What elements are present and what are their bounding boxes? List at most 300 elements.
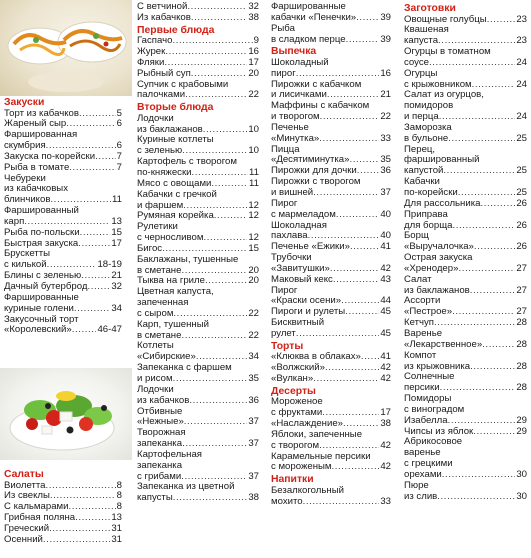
toc-dot-leader [333,275,379,286]
toc-page-number: 33 [380,132,391,144]
toc-entry-title: «Пестрое» [404,306,453,318]
toc-page-number: 17 [248,56,259,68]
toc-dot-leader [95,152,116,163]
vtorye-list [137,114,259,504]
toc-entry-title: с грибами [137,470,182,482]
toc-page-number: 28 [516,317,527,329]
toc-page-number: 38 [248,492,259,504]
toc-page-number: 28 [516,360,527,372]
toc-dot-leader [336,210,380,221]
toc-entry-title: запеченная [137,297,189,309]
toc-entry-title: запеканка [137,459,183,471]
toc-dot-leader [303,497,380,508]
toc-page-number: 34 [248,351,259,363]
toc-page-number: 29 [516,414,527,426]
toc-page-number: 7 [116,161,122,173]
section-heading-napitki: Напитки [271,474,314,486]
toc-page-number: 22 [248,307,259,319]
pervye-list [137,36,259,101]
toc-dot-leader [296,329,380,340]
toc-dot-leader [325,363,379,374]
salad-bowl-illustration [0,368,132,460]
toc-entry-title: фаршированный [404,154,480,166]
toc-dot-leader [437,492,515,503]
toc-page-number: 45 [380,306,391,318]
toc-page-number: 36 [380,165,391,177]
toc-entry-title: палочками [137,89,186,101]
toc-entry-title: Безалкогольный [271,484,344,496]
column-1-salads [4,468,122,546]
toc-dot-leader [72,325,97,336]
toc-page-number: 17 [111,237,122,249]
salaty-continued-list [137,2,259,24]
toc-page-number: 8 [116,490,122,502]
toc-page-number: 40 [380,230,391,242]
toc-entry-title: в бульоне [404,132,449,144]
toc-entry-title: блинчиков [4,194,51,206]
toc-entry [404,351,527,362]
section-heading-salaty: Салаты [4,469,44,480]
vtorye-continued-list [271,2,391,45]
toc-dot-leader [470,362,515,373]
toc-entry-title: Помидоры [404,393,452,405]
toc-entry [137,90,259,101]
toc-entry-title: Кабачки [404,176,440,188]
toc-dot-leader [69,163,115,174]
toc-entry-title: помидоров [404,100,454,112]
toc-page-number: 35 [248,373,259,384]
toc-page-number: 13 [111,512,122,524]
toc-entry-title: Салат из огурцов, [404,89,484,101]
toc-dot-leader [46,481,116,492]
toc-entry-title: Блины с зеленью [4,270,82,282]
toc-dot-leader [452,307,515,318]
toc-entry-title: Печенье [271,121,309,133]
toc-entry-title: Мясо с овощами [137,177,212,189]
toc-page-number: 35 [380,154,391,166]
toc-entry-title: Рулетики [137,221,178,233]
toc-page-number: 26 [516,197,527,209]
toc-entry-title: Тыква на гриле [137,275,205,287]
toc-entry-title: варенье [404,447,441,459]
toc-dot-leader [49,524,110,535]
toc-page-number: 20 [248,67,259,79]
toc-entry-title: Пироги и рулеты [271,306,346,318]
torty-list [271,352,391,385]
toc-entry-title: Жареный сыр [4,118,67,130]
toc-entry [404,210,527,221]
toc-page-number: 34 [111,302,122,314]
toc-entry-title: «Завитушки» [271,262,330,274]
toc-page-number: 37 [248,416,259,428]
toc-entry-title: Румяная корейка [137,210,214,222]
toc-dot-leader [356,13,379,24]
toc-page-number: 39 [380,11,391,23]
toc-entry-title: Шоколадный [271,56,329,68]
toc-entry-title: Рыбный суп [137,67,191,79]
toc-entry-title: Журек [137,46,166,58]
toc-page-number: 5 [116,107,122,119]
toc-page-number: 6 [116,118,122,130]
toc-entry-title: Печенье «Ежики» [271,241,350,253]
toc-dot-leader [87,282,110,293]
toc-entry-title: Шоколадная [271,219,327,231]
toc-entry-title: Приправа [404,208,448,220]
toc-entry [137,396,259,407]
section-heading-pervye: Первые блюда [137,24,215,36]
toc-entry-title: «Нежные» [137,416,184,428]
toc-entry-title: из кабачков [137,394,190,406]
toc-page-number: 17 [380,407,391,419]
toc-entry [4,304,122,315]
toc-dot-leader [296,69,380,80]
toc-page-number: 42 [380,362,391,374]
toc-entry-title: Картофельная [137,448,203,460]
toc-dot-leader [173,374,248,385]
toc-dot-leader [434,318,515,329]
toc-entry [271,210,391,221]
toc-entry-title: Греческий [4,522,50,534]
toc-dot-leader [74,304,110,315]
toc-page-number: 15 [248,242,259,254]
toc-entry [271,134,391,145]
toc-entry-title: Мороженое [271,396,323,408]
toc-page-number: 40 [380,208,391,220]
section-heading-vtorye: Вторые блюда [137,102,214,114]
toc-dot-leader [332,462,380,473]
toc-page-number: 18-19 [97,259,122,271]
toc-dot-leader [79,109,116,120]
toc-entry-title: Чипсы из яблок [404,425,474,437]
toc-page-number: 27 [516,284,527,296]
toc-entry-title: Гаспачо [137,35,173,47]
toc-entry-title: Закуска по-корейски [4,150,96,162]
toc-page-number: 38 [248,11,259,23]
toc-entry [271,275,391,286]
toc-entry-title: и рисом [137,373,173,384]
toc-entry-title: Из свеклы [4,490,50,502]
column-3 [271,2,391,507]
toc-entry-title: из слив [404,490,438,502]
toc-entry [137,190,259,201]
toc-entry-title: Карамельные персики [271,450,371,462]
toc-page-number: 37 [248,438,259,450]
toc-entry-title: Рыба в томате [4,161,70,173]
toc-entry-title: Супчик с крабовыми [137,78,229,90]
toc-page-number: 26 [516,219,527,231]
toc-entry-title: Рыба [271,22,295,34]
column-2 [137,2,259,504]
toc-entry-title: Пирожки с кабачком [271,78,362,90]
toc-entry-title: пахлава [271,230,308,242]
toc-dot-leader [75,513,110,524]
toc-dot-leader [480,199,515,210]
toc-dot-leader [203,233,247,244]
toc-entry-title: Маковый кекс [271,273,333,285]
toc-entry-title: «Клюква в облаках» [271,351,361,363]
toc-entry [137,255,259,266]
toc-page-number: 16 [248,46,259,58]
toc-entry-title: Творожная [137,427,186,439]
toc-page-number: 15 [111,226,122,238]
toc-entry-title: запеканка [137,438,183,450]
toc-page-number: 28 [516,338,527,350]
toc-entry-title: Борщ [404,230,429,242]
toc-entry-title: капустой [404,165,444,177]
toc-dot-leader [191,69,248,80]
toc-page-number: 33 [380,495,391,507]
toc-page-number: 6 [116,140,122,152]
toc-entry-title: Фаршированные [271,1,346,12]
toc-dot-leader [452,221,515,232]
toc-entry-title: Лодочки [137,383,174,395]
toc-dot-leader [320,112,380,123]
toc-entry-title: куриные голени [4,302,74,314]
toc-page-number: 42 [380,262,391,274]
toc-dot-leader [429,58,515,69]
toc-entry-title: Овощные голубцы [404,13,487,25]
toc-page-number: 43 [380,273,391,285]
toc-entry-title: Солнечные [404,371,455,383]
toc-entry-title: «Выручалочка» [404,241,474,253]
toc-dot-leader [172,36,252,47]
toc-entry-title: капусты [137,492,173,504]
salaty-list [4,481,122,546]
toc-entry-title: с зеленью [137,145,183,157]
toc-dot-leader [184,417,248,428]
toc-page-number: 38 [380,418,391,430]
toc-page-number: 36 [248,394,259,406]
toc-entry-title: Огурцы [404,67,438,79]
toc-page-number: 25 [516,187,527,198]
toc-entry-title: Варенье [404,327,443,339]
toc-entry-title: «Наслаждение» [271,418,344,430]
toc-entry-title: Огурцы в томатном [404,46,491,58]
toc-page-number: 24 [516,56,527,68]
toc-page-number: 27 [516,262,527,274]
toc-entry-title: в сметане [137,329,182,341]
napitki-list [271,486,391,508]
toc-entry-title: «Волжский» [271,362,325,374]
toc-entry-title: Отбивные [137,405,183,417]
toc-entry-title: соусе [404,56,429,68]
toc-page-number: 24 [516,111,527,123]
toc-dot-leader [474,242,515,253]
toc-page-number: 32 [248,1,259,12]
toc-page-number: 21 [111,270,122,282]
toc-entry-title: Маффины с кабачком [271,100,370,112]
toc-dot-leader [313,188,379,199]
toc-page-number: 45 [380,327,391,339]
toc-entry-title: Закусочный торт [4,313,79,325]
toc-page-number: 32 [111,281,122,292]
toc-entry-title: мохито [271,495,303,507]
toc-entry [271,441,391,452]
toc-dot-leader [341,296,379,307]
toc-entry-title: карп [4,215,25,227]
toc-page-number: 10 [248,123,259,135]
toc-dot-leader [78,239,110,250]
toc-entry-title: с сыром [137,307,174,319]
toc-entry [271,24,391,35]
toc-page-number: 7 [116,150,122,162]
toc-dot-leader [330,264,380,275]
toc-entry-title: Брускетты [4,248,51,260]
toc-page-number: 42 [380,373,391,384]
toc-page-number: 39 [380,33,391,45]
toc-entry-title: Торт из кабачков [4,107,79,119]
toc-entry [271,329,391,340]
toc-entry [404,134,527,145]
toc-entry-title: Осенний [4,533,43,545]
toc-entry-title: «Королевский» [4,324,72,336]
toc-entry-title: скумбрия [4,140,46,152]
toc-page-number: 30 [516,490,527,502]
toc-page-number: 20 [248,275,259,287]
toc-page-number: 37 [248,470,259,482]
toc-page-number: 12 [248,232,259,244]
toc-dot-leader [482,340,515,351]
toc-entry [4,535,122,546]
toc-dot-leader [173,493,248,504]
toc-entry [404,492,527,503]
toc-entry-title: Квашеная [404,24,449,36]
toc-entry [404,416,527,427]
toc-dot-leader [448,134,515,145]
toc-entry-title: Кабачки с гречкой [137,188,217,200]
toc-dot-leader [346,35,380,46]
toc-dot-leader [181,331,247,342]
toc-page-number: 23 [516,35,527,47]
toc-dot-leader [165,47,247,58]
toc-entry-title: с грецкими [404,458,453,470]
toc-entry-title: из крыжовника [404,360,471,372]
toc-page-number: 12 [248,210,259,222]
toc-page-number: 24 [516,78,527,90]
toc-entry-title: Перец, [404,143,436,155]
toc-entry-title: пирог [271,67,296,79]
toc-page-number: 31 [111,533,122,545]
toc-entry-title: Фляки [137,56,165,68]
toc-entry-title: Пирог [271,197,298,209]
toc-entry [271,69,391,80]
toc-entry-title: Пирог [271,284,298,296]
toc-entry [4,228,122,239]
toc-entry [4,325,122,336]
section-heading-deserty: Десерты [271,385,316,397]
toc-entry-title: Баклажаны, тушенные [137,253,239,265]
toc-entry-title: с мармеладом [271,208,336,220]
toc-entry-title: с творогом [271,439,320,451]
toc-entry-title: по-корейски [404,187,458,198]
toc-dot-leader [211,179,248,190]
toc-dot-leader [470,286,516,297]
toc-entry-title: кабачки «Пенечки» [271,11,357,23]
toc-page-number: 41 [380,241,391,253]
toc-dot-leader [350,242,379,253]
toc-entry-title: Чебуреки [4,172,46,184]
toc-entry-title: орехами [404,468,442,480]
toc-dot-leader [191,13,247,24]
toc-entry [137,320,259,331]
section-heading-vypechka: Выпечка [271,46,317,58]
toc-entry-title: с мороженым [271,461,332,473]
toc-page-number: 23 [516,13,527,25]
toc-page-number: 11 [112,194,122,206]
toc-entry-title: Пирожки для дочки [271,165,357,177]
toc-dot-leader [319,134,379,145]
toc-entry-title: и фаршем [137,199,184,211]
section-heading-zakuski: Закуски [4,97,45,108]
toc-dot-leader [185,90,247,101]
toc-page-number: 22 [248,329,259,341]
toc-entry-title: для борща [404,219,453,231]
toc-page-number: 10 [248,145,259,157]
toc-entry-title: «Краски осени» [271,295,342,307]
toc-entry-title: С ветчиной [137,1,188,12]
toc-entry-title: Рыба по-польски [4,226,80,238]
toc-entry-title: Виолетта [4,479,46,491]
toc-page-number: 11 [249,166,259,178]
toc-entry [404,69,527,80]
toc-entry-title: Цветная капуста, [137,286,214,298]
toc-entry-title: Бигос [137,242,163,254]
toc-dot-leader [319,441,379,452]
zakuski-list [4,109,122,337]
toc-page-number: 16 [380,67,391,79]
toc-entry-title: Трубочки [271,252,312,264]
toc-dot-leader [187,2,247,13]
toc-dot-leader [487,15,516,26]
toc-page-number: 30 [516,468,527,480]
toc-entry-title: Фаршированные [4,291,79,303]
toc-entry-title: с килькой [4,259,47,271]
toc-page-number: 41 [380,351,391,363]
toc-entry-title: капуста [404,35,439,47]
toc-entry-title: Куриные котлеты [137,134,214,146]
toc-page-number: 25 [516,165,527,177]
toc-entry-title: Карп, тушенный [137,318,209,330]
toc-page-number: 42 [380,461,391,473]
toc-entry-title: Яблоки, запеченные [271,428,363,440]
toc-entry-title: в сладком перце [271,33,346,45]
toc-entry-title: в сметане [137,264,182,276]
toc-dot-leader [313,374,379,385]
toc-entry-title: Запеканка из цветной [137,481,235,493]
toc-page-number: 37 [380,187,391,198]
toc-entry-title: Абрикосовое [404,436,463,448]
toc-entry-title: из баклажанов [137,123,203,135]
toc-dot-leader [189,396,247,407]
toc-entry-title: «Хренодер» [404,262,459,274]
toc-entry [137,461,259,472]
toc-dot-leader [442,470,516,481]
toc-dot-leader [43,535,110,546]
toc-page-number: 26 [516,241,527,253]
toc-entry-title: с фруктами [271,407,323,419]
toc-page-number: 13 [111,215,122,227]
toc-dot-leader [361,352,379,363]
toc-entry-title: «Десятиминутка» [271,154,350,166]
toc-dot-leader [443,166,515,177]
toc-page-number: 46-47 [97,324,122,336]
toc-page-number: 8 [116,479,122,491]
toc-entry-title: из кабачковых [4,183,68,195]
toc-entry-title: Лодочки [137,112,174,124]
toc-entry-title: Котлеты [137,340,174,352]
toc-entry-title: Изабелла [404,414,448,426]
appetizer-dish-illustration [0,0,132,96]
